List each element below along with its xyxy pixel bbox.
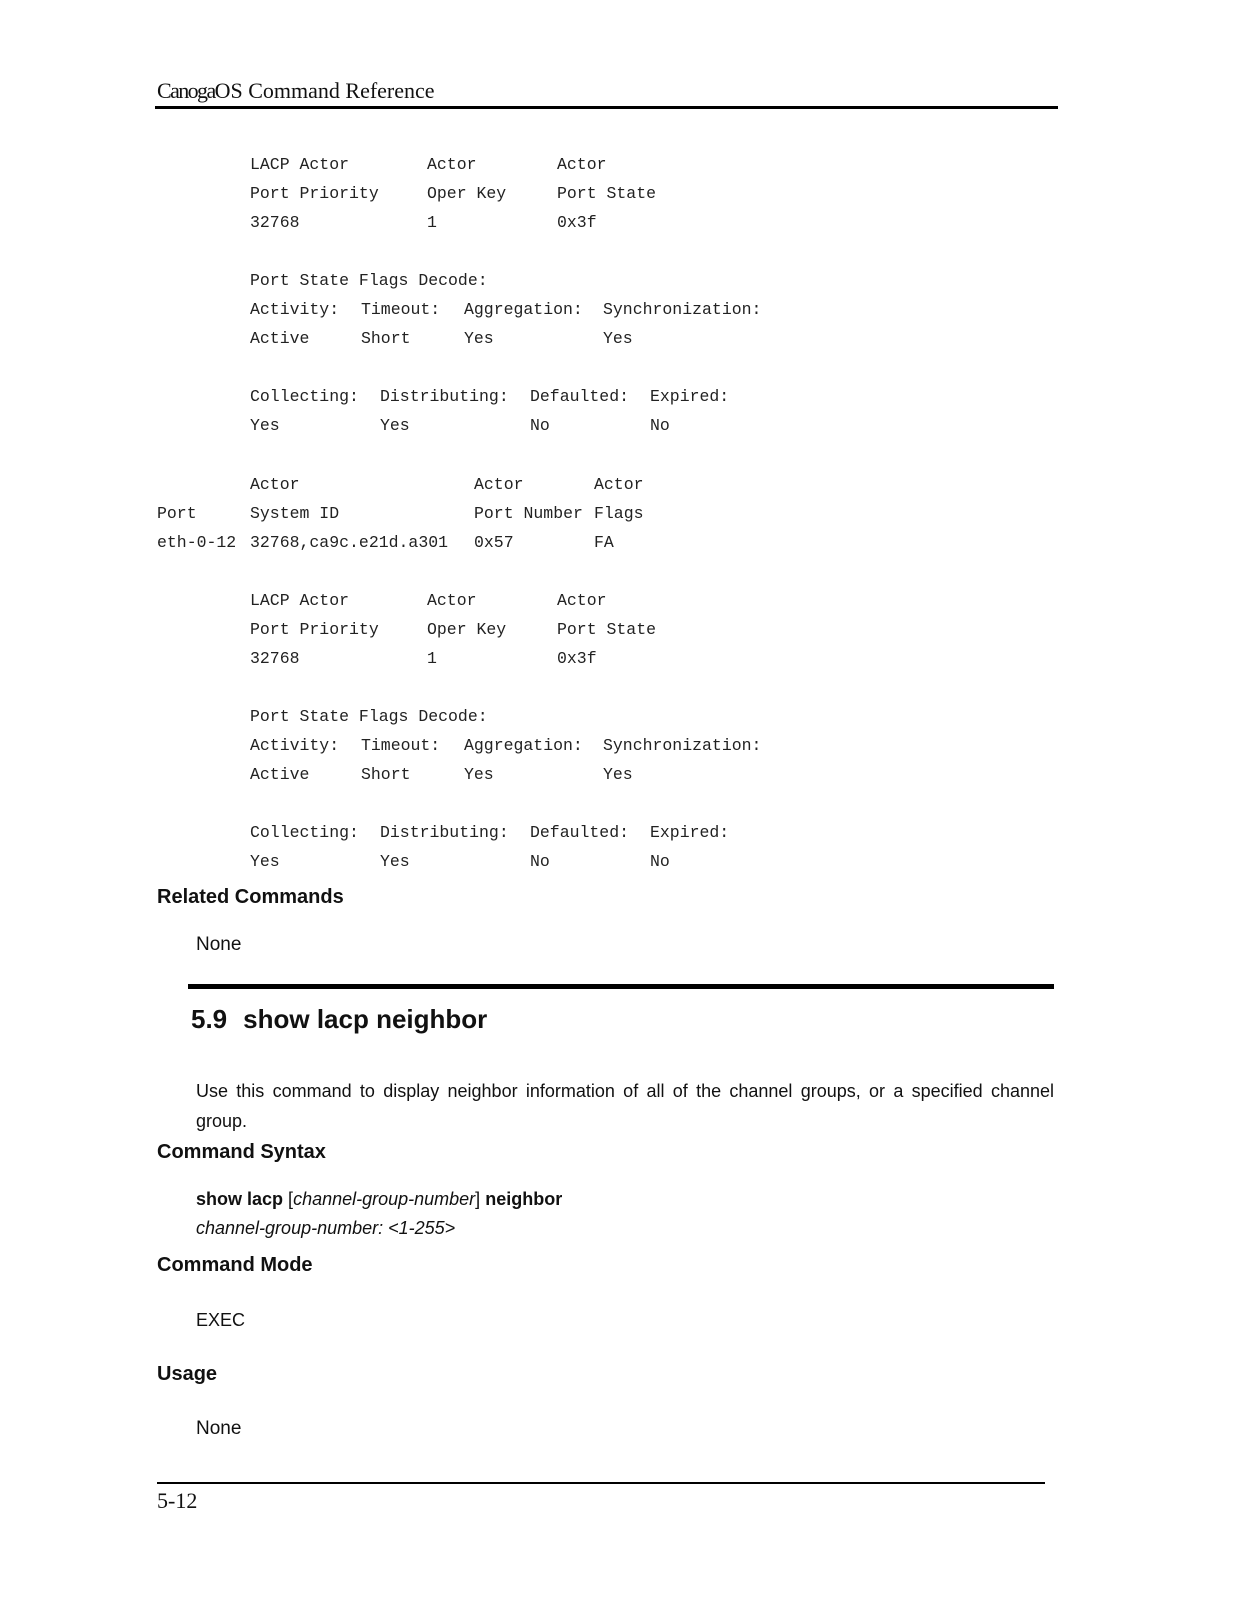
section-title-text: show lacp neighbor: [243, 1004, 488, 1034]
flags-decode-title: Port State Flags Decode:: [250, 707, 488, 726]
flag-label: Expired:: [650, 823, 730, 842]
flag-value: Yes: [464, 765, 494, 784]
header-title-rest: OS Command Reference: [214, 78, 435, 103]
usage-heading: Usage: [157, 1363, 218, 1385]
section-title: [191, 1004, 487, 1035]
flag-value: Yes: [380, 852, 410, 871]
lacp-value-cell: 0x3f: [557, 213, 597, 232]
flag-label: Collecting:: [250, 823, 359, 842]
flag-label: Distributing:: [380, 387, 509, 406]
flags-decode-title: Port State Flags Decode:: [250, 271, 488, 290]
flag-label: Defaulted:: [530, 387, 630, 406]
command-syntax-heading: Command Syntax: [157, 1141, 326, 1163]
flag-label: Collecting:: [250, 387, 359, 406]
flag-label: Activity:: [250, 300, 340, 319]
port-table-header-cell: Port Number: [474, 504, 583, 523]
port-table-header-cell: Actor: [250, 475, 300, 494]
brand-name: Canoga: [157, 78, 215, 103]
port-table-header-cell: Port: [157, 504, 197, 523]
flag-label: Distributing:: [380, 823, 509, 842]
syntax-cmd: show lacp: [196, 1189, 284, 1209]
header-rule: [155, 106, 1058, 109]
syntax-param: channel-group-number: [293, 1189, 476, 1209]
lacp-value-cell: 1: [427, 649, 437, 668]
related-commands-heading: Related Commands: [157, 886, 344, 908]
flag-value: Short: [361, 329, 411, 348]
flag-value: Yes: [380, 416, 410, 435]
command-syntax-line: [196, 1189, 562, 1210]
syntax-bracket-close: ]: [475, 1189, 481, 1209]
command-mode-heading: Command Mode: [157, 1254, 313, 1276]
port-table-header-cell: Actor: [594, 475, 644, 494]
lacp-header-cell: LACP Actor: [250, 591, 350, 610]
flag-label: Synchronization:: [603, 736, 762, 755]
flag-value: No: [530, 852, 550, 871]
page-header-title: [157, 78, 435, 104]
flag-label: Expired:: [650, 387, 730, 406]
port-table-cell: eth-0-12: [157, 533, 237, 552]
lacp-value-cell: 32768: [250, 649, 300, 668]
lacp-header-cell: Oper Key: [427, 620, 507, 639]
flag-label: Aggregation:: [464, 300, 583, 319]
syntax-cmd-neighbor: neighbor: [485, 1189, 563, 1209]
lacp-header-cell: Actor: [427, 155, 477, 174]
section-rule: [188, 984, 1054, 989]
lacp-header-cell: Actor: [557, 591, 607, 610]
flag-value: No: [530, 416, 550, 435]
flag-label: Aggregation:: [464, 736, 583, 755]
lacp-header-cell: Actor: [557, 155, 607, 174]
port-table-header-cell: Actor: [474, 475, 524, 494]
lacp-header-cell: Port State: [557, 184, 657, 203]
lacp-header-cell: Port State: [557, 620, 657, 639]
flag-label: Timeout:: [361, 300, 441, 319]
flag-value: Yes: [464, 329, 494, 348]
related-commands-text: None: [196, 934, 242, 955]
port-table-header-cell: System ID: [250, 504, 340, 523]
usage-text: None: [196, 1418, 242, 1439]
flag-value: Yes: [250, 416, 280, 435]
flag-value: No: [650, 852, 670, 871]
port-table-cell: 32768,ca9c.e21d.a301: [250, 533, 449, 552]
flag-label: Activity:: [250, 736, 340, 755]
lacp-value-cell: 0x3f: [557, 649, 597, 668]
lacp-value-cell: 1: [427, 213, 437, 232]
port-table-cell: 0x57: [474, 533, 514, 552]
command-mode-text: EXEC: [196, 1310, 246, 1330]
lacp-header-cell: Port Priority: [250, 184, 379, 203]
footer-rule: [157, 1482, 1045, 1484]
flag-value: Active: [250, 329, 310, 348]
flag-value: Active: [250, 765, 310, 784]
flag-value: Yes: [603, 329, 633, 348]
flag-value: Yes: [603, 765, 633, 784]
syntax-param-range: channel-group-number: <1-255>: [196, 1218, 456, 1238]
page-number: 5-12: [157, 1488, 198, 1513]
flag-label: Timeout:: [361, 736, 441, 755]
flag-value: Yes: [250, 852, 280, 871]
flag-label: Defaulted:: [530, 823, 630, 842]
lacp-header-cell: Actor: [427, 591, 477, 610]
port-table-header-cell: Flags: [594, 504, 644, 523]
flag-label: Synchronization:: [603, 300, 762, 319]
flag-value: No: [650, 416, 670, 435]
syntax-bracket-open: [: [288, 1189, 294, 1209]
lacp-header-cell: Oper Key: [427, 184, 507, 203]
section-number: 5.9: [191, 1004, 228, 1034]
lacp-value-cell: 32768: [250, 213, 300, 232]
lacp-header-cell: LACP Actor: [250, 155, 350, 174]
section-description: Use this command to display neighbor information of all of the channel groups, or a specified channel group.: [196, 1081, 1054, 1131]
flag-value: Short: [361, 765, 411, 784]
port-table-cell: FA: [594, 533, 614, 552]
lacp-header-cell: Port Priority: [250, 620, 379, 639]
